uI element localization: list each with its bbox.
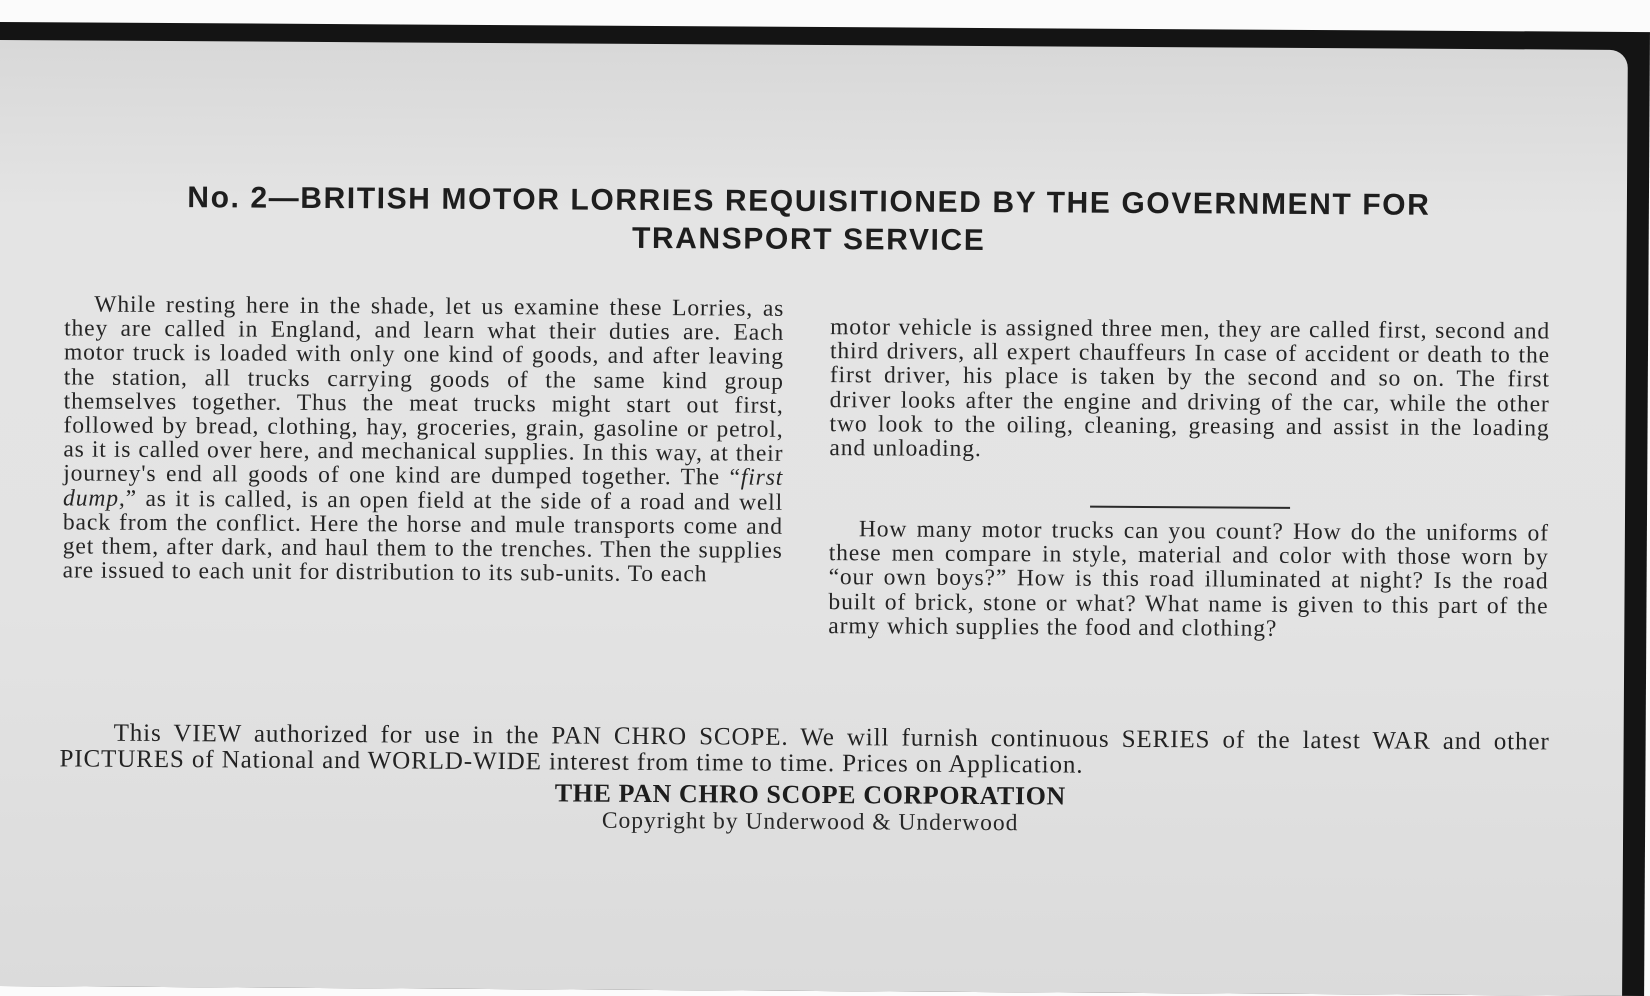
company-name: THE PAN CHRO SCOPE CORPORATION <box>554 778 1066 811</box>
description-right-continuation: motor vehicle is assigned three men, they are called first, second and third drivers, all expert chauffeurs In case of accident or death to the first driver, his place is taken by the second and so on. The first driver looks after the engine and driving of the car, while the other two look to the oiling, cleaning, greasing and assist in the loading and unloading. <box>829 314 1551 463</box>
view-title: No. 2—BRITISH MOTOR LORRIES REQUISITIONED BY THE GOVERNMENT FOR TRANSPORT SERVICE <box>187 181 1431 258</box>
first-dump-italic: first dump, <box>63 464 784 512</box>
copyright-line: Copyright by Underwood & Underwood <box>601 807 1019 837</box>
study-questions: How many motor trucks can you count? How do the uniforms of these men compare in style, material and color with those worn by “our own boys?” How is this road illuminated at night? Is the road built of brick, stone or what? What name is given to this part of the army which supplies the food and clothing? <box>828 516 1549 642</box>
description-text-part2: ” as it is called, is an open field at the side of a road and well back from the conflict. Here the horse and mule transports come and get them, after dark, and haul them to the trenches. Then the supplies are issued to each unit for distribution to its sub-units. To each <box>62 485 784 588</box>
stereoview-card <box>0 22 1650 996</box>
description-text-part1: While resting here in the shade, let us examine these Lorries, as they are called in England, and learn what their duties are. Each motor truck is loaded with only one kind of goods, and after leaving the station, all trucks carrying goods of the same kind group themselves together. Thus the meat trucks might start out first, followed by bread, clothing, hay, groceries, grain, gasoline or petrol, as it is called over here, and mechanical supplies. In this way, at their journey's end all goods of one kind are dumped together. The “ <box>63 291 785 491</box>
card-back-paper <box>0 40 1628 996</box>
section-divider <box>1090 506 1290 509</box>
description-left-column <box>63 292 785 587</box>
authorization-notice: This VIEW authorized for use in the PAN CHRO SCOPE. We will furnish continuous SERIES of the latest WAR and other PICTURES of National and WORLD-WIDE interest from time to time. Prices on Application. <box>59 719 1550 779</box>
